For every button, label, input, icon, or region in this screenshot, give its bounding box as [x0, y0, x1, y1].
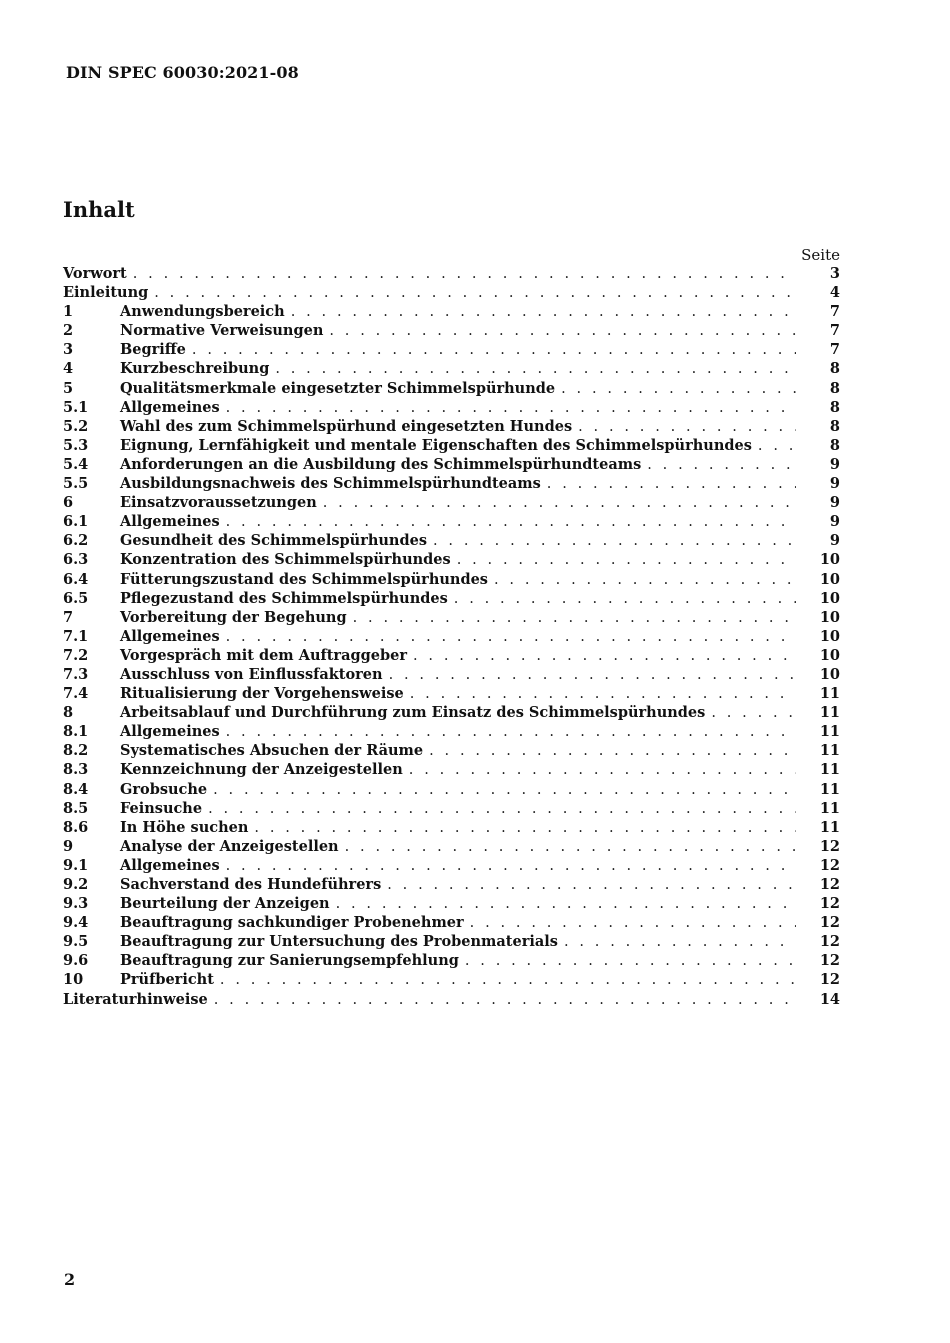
toc-entry[interactable]: [63, 894, 840, 913]
toc-entry-page: 9: [829, 513, 840, 531]
toc-entry[interactable]: [63, 741, 840, 760]
toc-entry-page: 14: [819, 990, 840, 1008]
toc-entry-page: 9: [829, 455, 840, 473]
toc-entry-page: 11: [819, 742, 840, 760]
toc-entry-page: 11: [819, 761, 840, 779]
toc-leader-dots: [409, 761, 796, 780]
toc-entry-page: 10: [819, 608, 840, 626]
toc-entry-page: 11: [819, 723, 840, 741]
toc-entry-number: 6.4: [63, 570, 89, 588]
toc-entry-title: Ausbildungsnachweis des Schimmelspürhundteams: [120, 475, 541, 493]
toc-entry-page: 8: [829, 360, 840, 378]
toc-entry-number: 5.1: [63, 398, 89, 416]
toc-entry-number: 9.2: [63, 876, 89, 893]
toc-entry-page: 7: [829, 303, 840, 321]
toc-leader-dots: [433, 532, 796, 551]
toc-entry-page: 12: [819, 856, 840, 874]
toc-entry-title: Literaturhinweise: [63, 990, 208, 1008]
toc-entry[interactable]: [63, 684, 840, 703]
toc-entry-number: 7.1: [63, 627, 89, 645]
toc-leader-dots: [647, 456, 796, 475]
toc-leader-dots: [226, 399, 796, 418]
toc-entry-number: 8.6: [63, 818, 89, 836]
toc-entry-number: 8.4: [63, 780, 89, 798]
toc-entry-title: Einleitung: [63, 284, 149, 302]
toc-leader-dots: [275, 360, 796, 379]
toc-entry-page: 12: [819, 952, 840, 970]
toc-entry-title: Begriffe: [120, 341, 186, 359]
toc-entry-number: 4: [63, 360, 74, 378]
toc-leader-dots: [208, 800, 796, 819]
toc-leader-dots: [413, 647, 796, 666]
toc-entry-number: 8.1: [63, 723, 89, 741]
page-column-label: Seite: [801, 246, 840, 264]
toc-entry-number: 6: [63, 494, 74, 512]
toc-entry-title: Feinsuche: [120, 799, 203, 817]
toc-entry[interactable]: [63, 302, 840, 321]
toc-entry-page: 10: [819, 627, 840, 645]
toc-entry-title: Fütterungszustand des Schimmelspürhundes: [120, 570, 488, 588]
toc-entry-number: 9: [63, 837, 74, 855]
toc-entry[interactable]: [63, 359, 840, 378]
toc-leader-dots: [291, 303, 796, 322]
toc-entry-title: Beauftragung zur Sanierungsempfehlung: [120, 952, 459, 970]
toc-entry-title: Vorwort: [63, 265, 127, 282]
toc-leader-dots: [154, 284, 796, 303]
toc-entry-page: 8: [829, 417, 840, 435]
toc-entry-title: Allgemeines: [120, 856, 220, 874]
toc-leader-dots: [454, 590, 796, 609]
toc-leader-dots: [429, 742, 796, 761]
toc-entry-number: 1: [63, 303, 74, 321]
toc-leader-dots: [353, 609, 796, 628]
toc-entry-page: 11: [819, 685, 840, 703]
toc-entry[interactable]: [63, 608, 840, 627]
toc-entry[interactable]: [63, 436, 840, 455]
toc-entry[interactable]: [63, 990, 840, 1009]
toc-entry-number: 5.4: [63, 455, 89, 473]
toc-entry-page: 12: [819, 837, 840, 855]
toc-entry-number: 8.3: [63, 761, 89, 779]
toc-entry[interactable]: [63, 818, 840, 837]
toc-entry-title: Grobsuche: [120, 780, 208, 798]
toc-entry-number: 9.4: [63, 914, 89, 932]
toc-entry-page: 8: [829, 379, 840, 397]
toc-leader-dots: [192, 341, 796, 360]
toc-entry-number: 5.3: [63, 436, 89, 454]
toc-entry-page: 3: [829, 265, 840, 282]
toc-entry-page: 9: [829, 532, 840, 550]
toc-entry-number: 7.2: [63, 646, 89, 664]
toc-entry-title: Pflegezustand des Schimmelspürhundes: [120, 589, 448, 607]
toc-entry-title: Allgemeines: [120, 513, 220, 531]
toc-entry-page: 8: [829, 436, 840, 454]
toc-entry-page: 7: [829, 322, 840, 340]
toc-entry-number: 5: [63, 379, 74, 397]
toc-entry-title: Beauftragung zur Untersuchung des Probenmaterials: [120, 933, 558, 951]
toc-leader-dots: [226, 628, 796, 647]
toc-leader-dots: [494, 571, 796, 590]
toc-entry[interactable]: [63, 340, 840, 359]
toc-entry[interactable]: [63, 550, 840, 569]
toc-entry-page: 9: [829, 475, 840, 493]
toc-entry[interactable]: [63, 722, 840, 741]
toc-entry-title: Ausschluss von Einflussfaktoren: [120, 665, 383, 683]
toc-entry-title: Vorgespräch mit dem Auftraggeber: [120, 646, 407, 664]
toc-entry-title: Sachverstand des Hundeführers: [120, 876, 382, 893]
toc-entry-title: Wahl des zum Schimmelspürhund eingesetzten Hundes: [120, 417, 573, 435]
toc-entry-title: In Höhe suchen: [120, 818, 249, 836]
toc-entry-title: Systematisches Absuchen der Räume: [120, 742, 424, 760]
toc-entry-number: 2: [63, 322, 74, 340]
toc-title: Inhalt: [63, 197, 135, 222]
toc-entry[interactable]: [63, 455, 840, 474]
toc-leader-dots: [220, 971, 796, 990]
toc-entry-number: 6.3: [63, 551, 89, 569]
toc-leader-dots: [133, 265, 796, 284]
toc-entry[interactable]: [63, 913, 840, 932]
toc-entry[interactable]: [63, 379, 840, 398]
toc-entry[interactable]: [63, 760, 840, 779]
toc-entry-page: 12: [819, 876, 840, 893]
toc-entry-page: 10: [819, 589, 840, 607]
toc-entry-number: 6.2: [63, 532, 89, 550]
toc-leader-dots: [226, 723, 796, 742]
toc-entry-number: 6.1: [63, 513, 89, 531]
toc-leader-dots: [711, 704, 796, 723]
toc-entry-title: Einsatzvoraussetzungen: [120, 494, 317, 512]
toc-entry-number: 9.5: [63, 933, 89, 951]
toc-entry-title: Anwendungsbereich: [120, 303, 285, 321]
toc-entry-title: Prüfbericht: [120, 971, 214, 989]
toc-entry-title: Beurteilung der Anzeigen: [120, 895, 330, 913]
toc-entry-number: 9.3: [63, 895, 89, 913]
toc-entry-page: 12: [819, 914, 840, 932]
toc-leader-dots: [389, 666, 796, 685]
toc-entry[interactable]: [63, 932, 840, 951]
toc-entry-page: 11: [819, 799, 840, 817]
toc-leader-dots: [226, 857, 796, 876]
toc-entry-page: 12: [819, 933, 840, 951]
toc-leader-dots: [410, 685, 796, 704]
toc-entry[interactable]: [63, 703, 840, 722]
toc-leader-dots: [470, 914, 796, 933]
toc-entry[interactable]: [63, 970, 840, 989]
toc-entry-title: Allgemeines: [120, 398, 220, 416]
toc-entry[interactable]: [63, 398, 840, 417]
toc-entry-title: Anforderungen an die Ausbildung des Schimmelspürhundteams: [120, 455, 642, 473]
toc-entry-page: 9: [829, 494, 840, 512]
toc-leader-dots: [214, 991, 796, 1010]
toc-entry[interactable]: [63, 665, 840, 684]
toc-leader-dots: [564, 933, 796, 952]
toc-entry[interactable]: [63, 799, 840, 818]
toc-entry[interactable]: [63, 837, 840, 856]
toc-entry-number: 9.6: [63, 952, 89, 970]
toc-entry-number: 9.1: [63, 856, 89, 874]
toc-leader-dots: [254, 819, 796, 838]
toc-entry-title: Gesundheit des Schimmelspürhundes: [120, 532, 427, 550]
toc-entry-number: 3: [63, 341, 74, 359]
toc-entry-page: 11: [819, 780, 840, 798]
toc-leader-dots: [578, 418, 796, 437]
toc-entry-title: Kennzeichnung der Anzeigestellen: [120, 761, 403, 779]
toc-leader-dots: [465, 952, 796, 971]
toc-entry-page: 10: [819, 551, 840, 569]
toc-entry-page: 8: [829, 398, 840, 416]
toc-entry-number: 7: [63, 608, 74, 626]
toc-entry[interactable]: [63, 474, 840, 493]
toc-entry-title: Qualitätsmerkmale eingesetzter Schimmelspürhunde: [120, 379, 556, 397]
toc-entry-number: 5.2: [63, 417, 89, 435]
toc-entry-number: 8.5: [63, 799, 89, 817]
toc-entry-page: 12: [819, 895, 840, 913]
toc-entry[interactable]: [63, 531, 840, 550]
toc-entry-title: Ritualisierung der Vorgehensweise: [120, 685, 404, 703]
toc-entry-title: Allgemeines: [120, 723, 220, 741]
toc-entry[interactable]: [63, 570, 840, 589]
toc-leader-dots: [213, 781, 796, 800]
toc-entry-number: 7.4: [63, 685, 89, 703]
toc-entry-title: Konzentration des Schimmelspürhundes: [120, 551, 451, 569]
toc-entry-page: 12: [819, 971, 840, 989]
toc-entry[interactable]: [63, 283, 840, 302]
toc-leader-dots: [758, 437, 796, 456]
toc-entry-number: 8.2: [63, 742, 89, 760]
toc-leader-dots: [345, 838, 796, 857]
toc-entry[interactable]: [63, 493, 840, 512]
toc-entry[interactable]: [63, 780, 840, 799]
toc-leader-dots: [457, 551, 796, 570]
toc-entry-number: 5.5: [63, 475, 89, 493]
toc-leader-dots: [226, 513, 796, 532]
toc-entry-title: Kurzbeschreibung: [120, 360, 270, 378]
toc-entry-title: Normative Verweisungen: [120, 322, 324, 340]
document-id: DIN SPEC 60030:2021-08: [66, 63, 299, 82]
toc-entry-title: Beauftragung sachkundiger Probenehmer: [120, 914, 464, 932]
toc-entry[interactable]: [63, 321, 840, 340]
page-number: 2: [64, 1270, 76, 1289]
toc-entry-page: 11: [819, 818, 840, 836]
toc-entry[interactable]: [63, 951, 840, 970]
toc-entry-title: Eignung, Lernfähigkeit und mentale Eigenschaften des Schimmelspürhundes: [120, 436, 752, 454]
toc-leader-dots: [329, 322, 796, 341]
toc-entry-page: 11: [819, 704, 840, 722]
toc-entry-title: Arbeitsablauf und Durchführung zum Einsatz des Schimmelspürhundes: [120, 704, 706, 722]
toc-entry-number: 6.5: [63, 589, 89, 607]
toc-entry-page: 10: [819, 665, 840, 683]
toc-entry-title: Allgemeines: [120, 627, 220, 645]
toc-leader-dots: [387, 876, 796, 895]
toc-entry-number: 8: [63, 704, 74, 722]
toc-entry[interactable]: [63, 627, 840, 646]
toc-entry-number: 10: [63, 971, 84, 989]
toc-entry-title: Vorbereitung der Begehung: [120, 608, 347, 626]
toc-entry-page: 7: [829, 341, 840, 359]
toc-entry[interactable]: [63, 875, 840, 894]
toc-entry-page: 4: [829, 284, 840, 302]
toc-leader-dots: [547, 475, 796, 494]
toc-leader-dots: [561, 380, 796, 399]
toc-entry-page: 10: [819, 646, 840, 664]
toc-entry[interactable]: [63, 264, 840, 283]
toc-entry-page: 10: [819, 570, 840, 588]
toc-leader-dots: [336, 895, 796, 914]
table-of-contents: [63, 264, 840, 1009]
toc-entry[interactable]: [63, 646, 840, 665]
toc-entry[interactable]: [63, 589, 840, 608]
toc-entry[interactable]: [63, 856, 840, 875]
toc-entry-number: 7.3: [63, 665, 89, 683]
toc-entry[interactable]: [63, 512, 840, 531]
toc-entry[interactable]: [63, 417, 840, 436]
toc-leader-dots: [323, 494, 796, 513]
toc-entry-title: Analyse der Anzeigestellen: [120, 837, 339, 855]
